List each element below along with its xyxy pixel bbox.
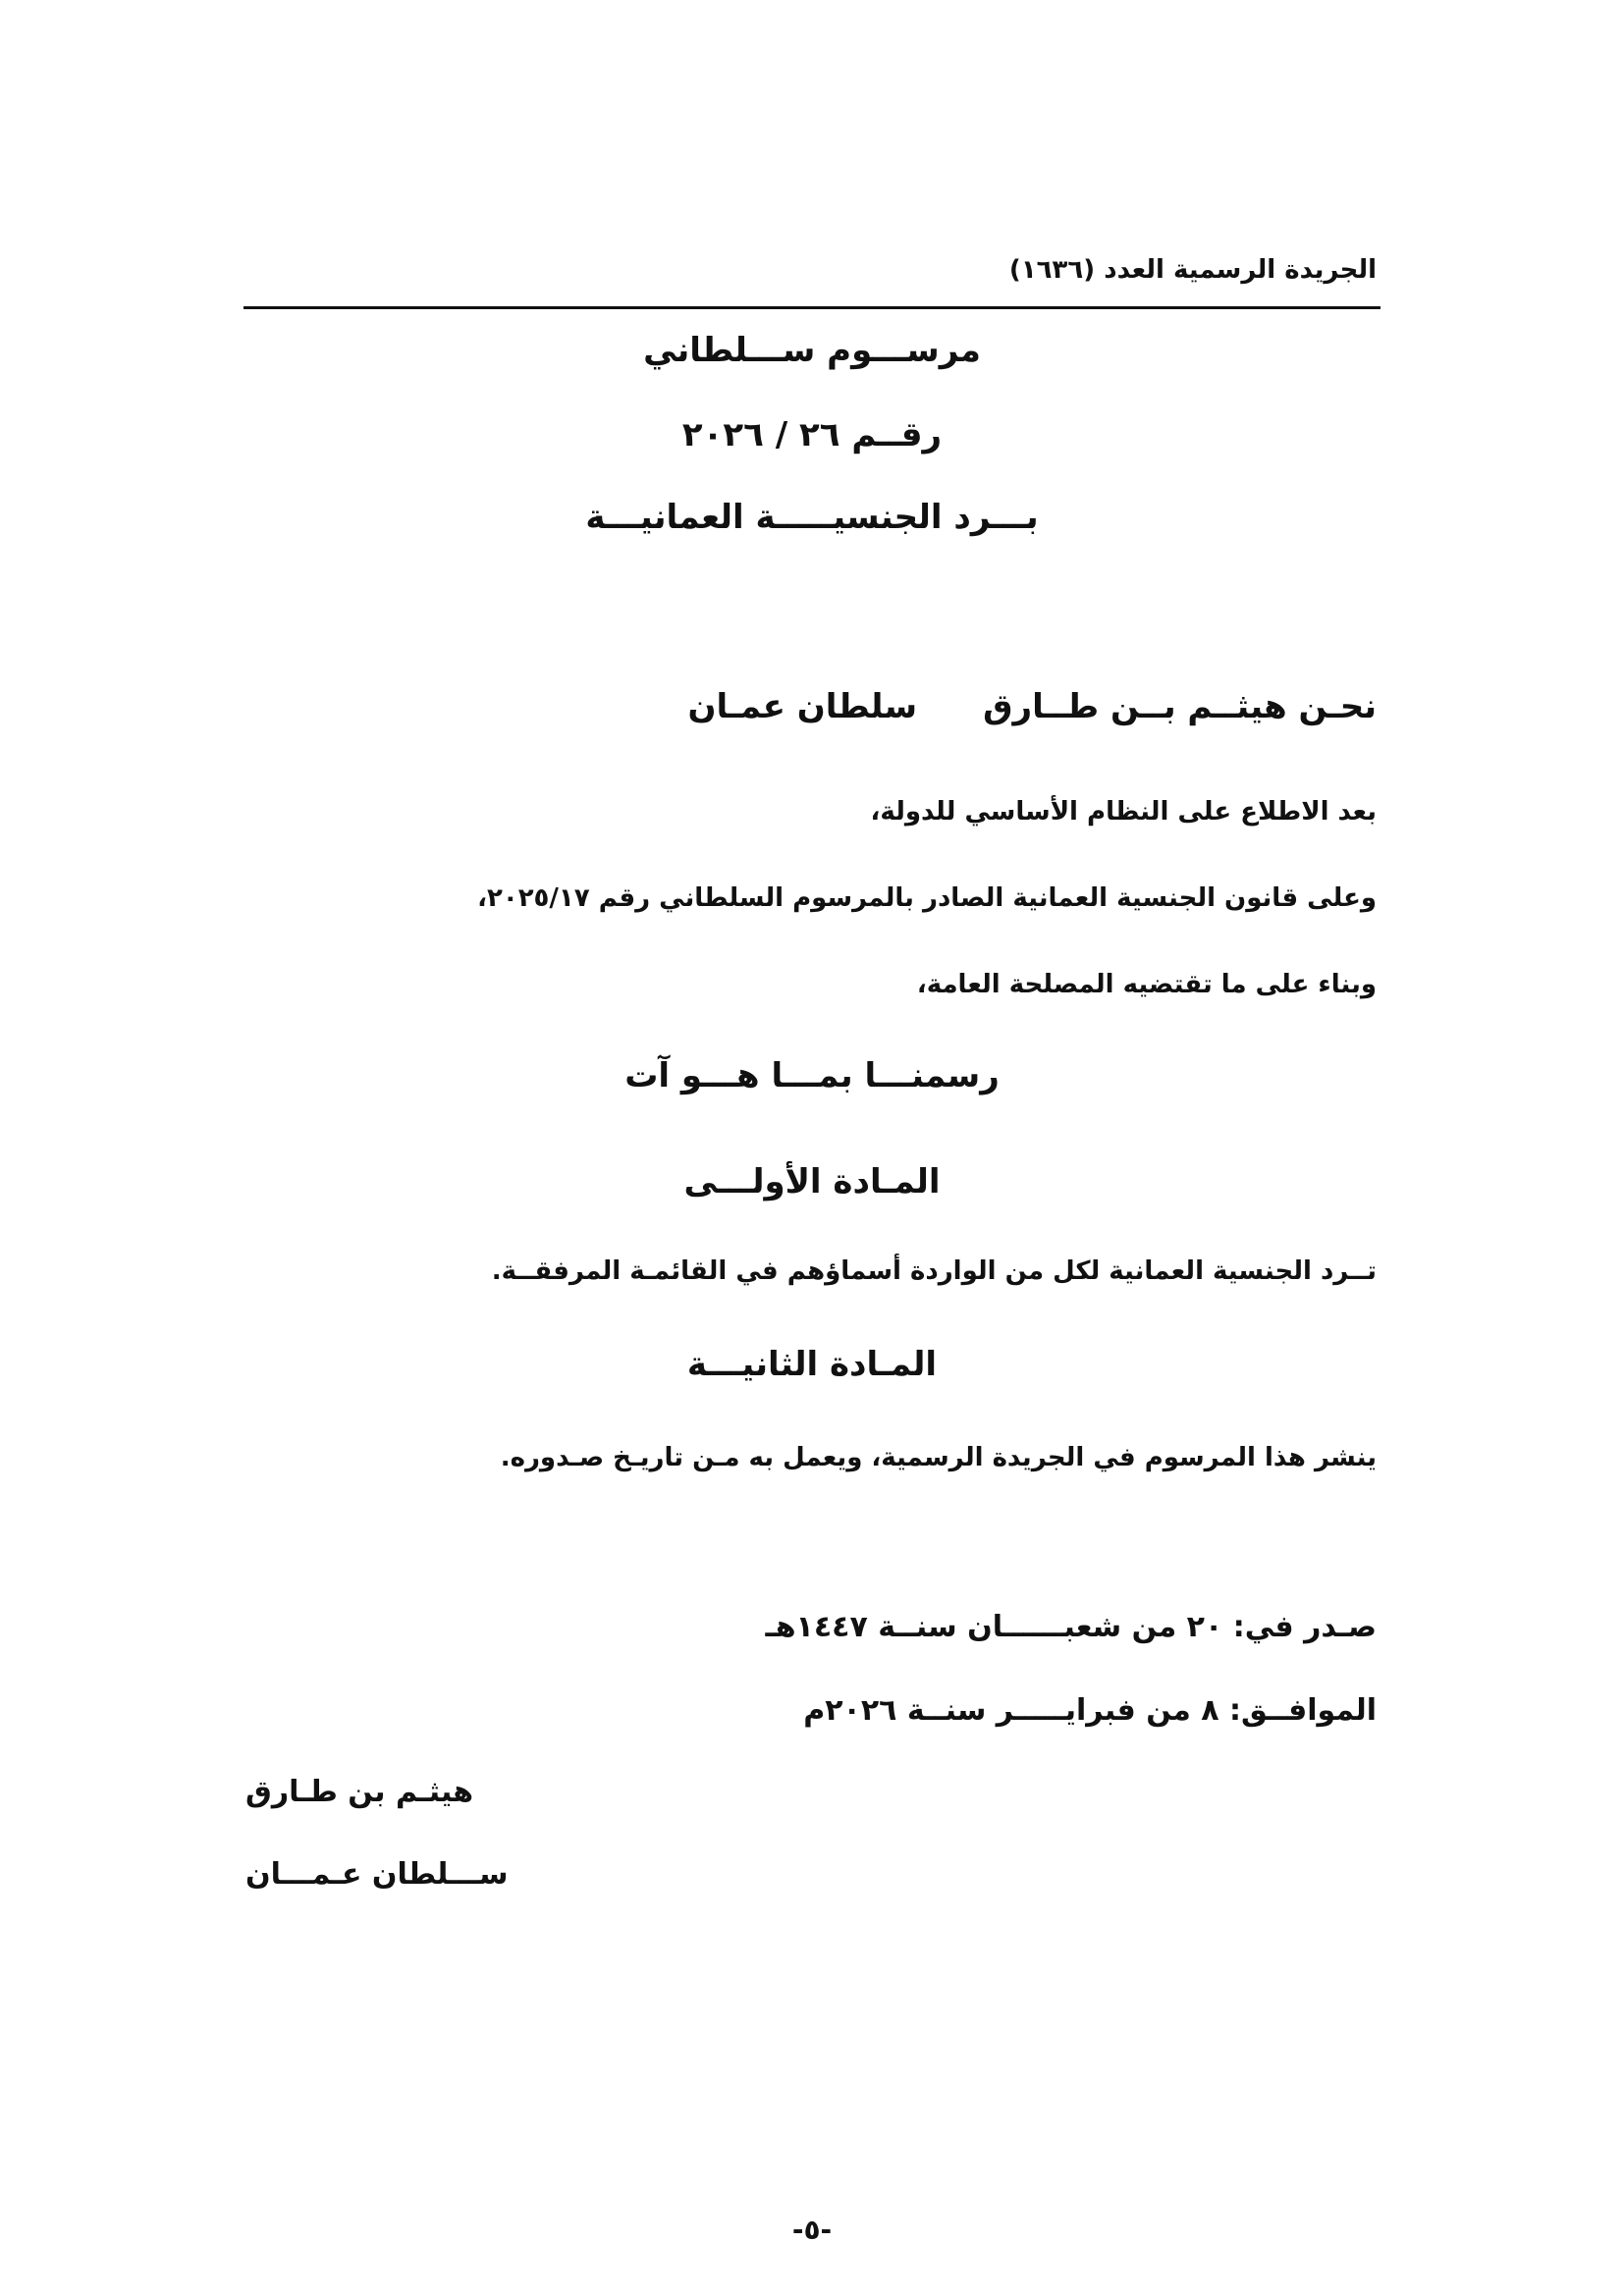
decree-heading: رسمنـــا بمـــا هـــو آت bbox=[624, 1056, 1000, 1095]
gregorian-date: الموافــق: ٨ من فبرايـــــر سنــة ٢٠٢٦م bbox=[803, 1693, 1377, 1728]
article-2-heading: المـادة الثانيـــة bbox=[686, 1345, 938, 1384]
header-divider bbox=[244, 306, 1380, 309]
article-1-text: تــرد الجنسية العمانية لكل من الواردة أسماؤهم في القائمـة المرفقــة. bbox=[491, 1256, 1377, 1286]
issuer-name: نحـن هيثــم بــن طــارق bbox=[983, 687, 1377, 726]
signature-title: ســـلطان عـمـــان bbox=[245, 1857, 509, 1892]
running-header: الجريدة الرسمية العدد (١٦٣٦) bbox=[1008, 255, 1377, 285]
decree-subject: بـــرد الجنسيـــــة العمانيـــة bbox=[585, 498, 1039, 537]
decree-number: رقــم ٢٦ / ٢٠٢٦ bbox=[681, 415, 943, 454]
recital-2: وعلى قانون الجنسية العمانية الصادر بالمرسوم السلطاني رقم ٢٠٢٥/١٧، bbox=[477, 883, 1377, 913]
recital-1: بعد الاطلاع على النظام الأساسي للدولة، bbox=[870, 797, 1377, 827]
decree-title: مرســـوم ســـلطاني bbox=[643, 331, 981, 370]
recital-3: وبناء على ما تقتضيه المصلحة العامة، bbox=[916, 970, 1377, 999]
page-number: -٥- bbox=[791, 2214, 833, 2246]
issuer-title: سلطان عمـان bbox=[687, 687, 917, 726]
signature-name: هيثـم بن طـارق bbox=[245, 1775, 474, 1809]
article-2-text: ينشر هذا المرسوم في الجريدة الرسمية، ويعمل به مـن تاريـخ صـدوره. bbox=[500, 1443, 1377, 1472]
hijri-date: صـدر في: ٢٠ من شعبــــــان سنــة ١٤٤٧هـ bbox=[765, 1610, 1377, 1644]
article-1-heading: المـادة الأولـــى bbox=[683, 1162, 941, 1201]
